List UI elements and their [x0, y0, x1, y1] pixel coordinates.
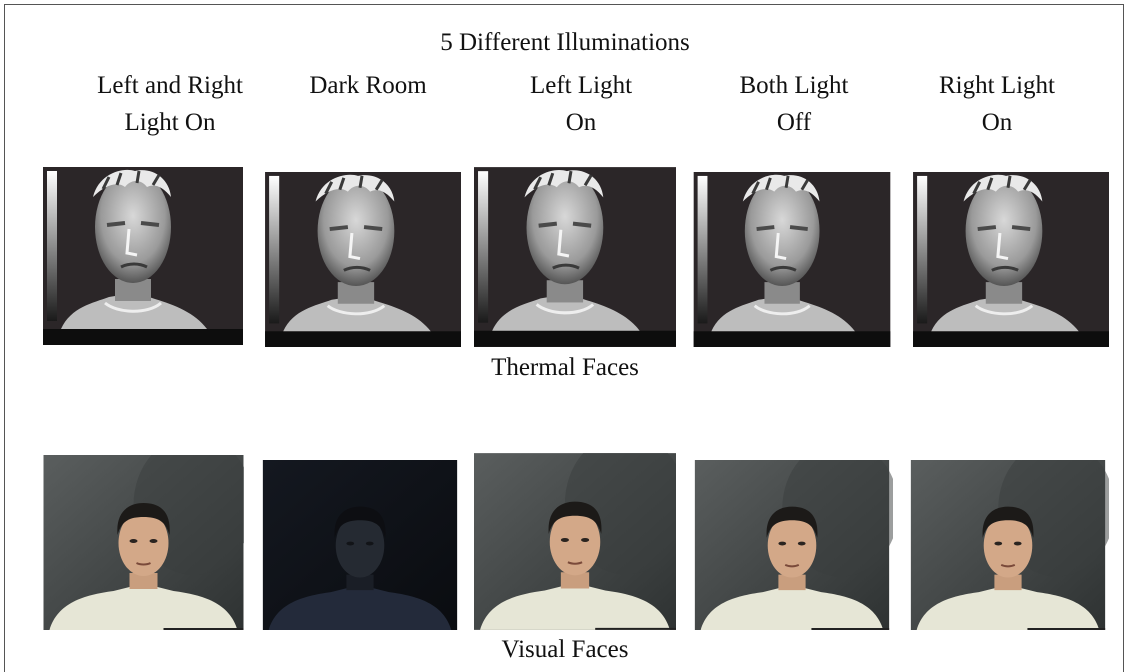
thermal-face-image-3 [474, 167, 676, 347]
figure-title: 5 Different Illuminations [440, 29, 690, 56]
column-label-2 [268, 67, 468, 104]
thermal-face-image-4 [691, 172, 893, 347]
column-label-1-line1: Left and Right [97, 72, 243, 99]
thermal-face-image-5 [907, 172, 1109, 347]
visual-face-image-3 [474, 453, 676, 630]
visual-face-image-4 [691, 460, 893, 630]
column-label-4-line1: Both Light [739, 72, 849, 99]
thermal-face-image-2 [259, 172, 461, 347]
column-label-1-line2: Light On [124, 109, 216, 136]
column-label-3-line1: Left Light [529, 72, 633, 99]
column-label-2-line1: Dark Room [309, 72, 427, 99]
column-label-3 [481, 67, 681, 141]
visual-face-image-5 [907, 460, 1109, 630]
visual-face-image-2 [259, 460, 461, 630]
thermal-face-image-1 [42, 167, 244, 345]
column-label-5-line2: On [981, 109, 1013, 136]
column-label-4-line2: Off [776, 109, 812, 136]
column-label-4 [694, 67, 894, 141]
visual-faces-label: Visual Faces [501, 636, 629, 663]
visual-face-image-1 [43, 455, 244, 630]
column-label-3-line2: On [565, 109, 597, 136]
column-label-1 [70, 67, 270, 141]
column-label-5-line1: Right Light [939, 72, 1055, 99]
column-label-5 [897, 67, 1097, 141]
thermal-faces-label: Thermal Faces [491, 354, 639, 381]
